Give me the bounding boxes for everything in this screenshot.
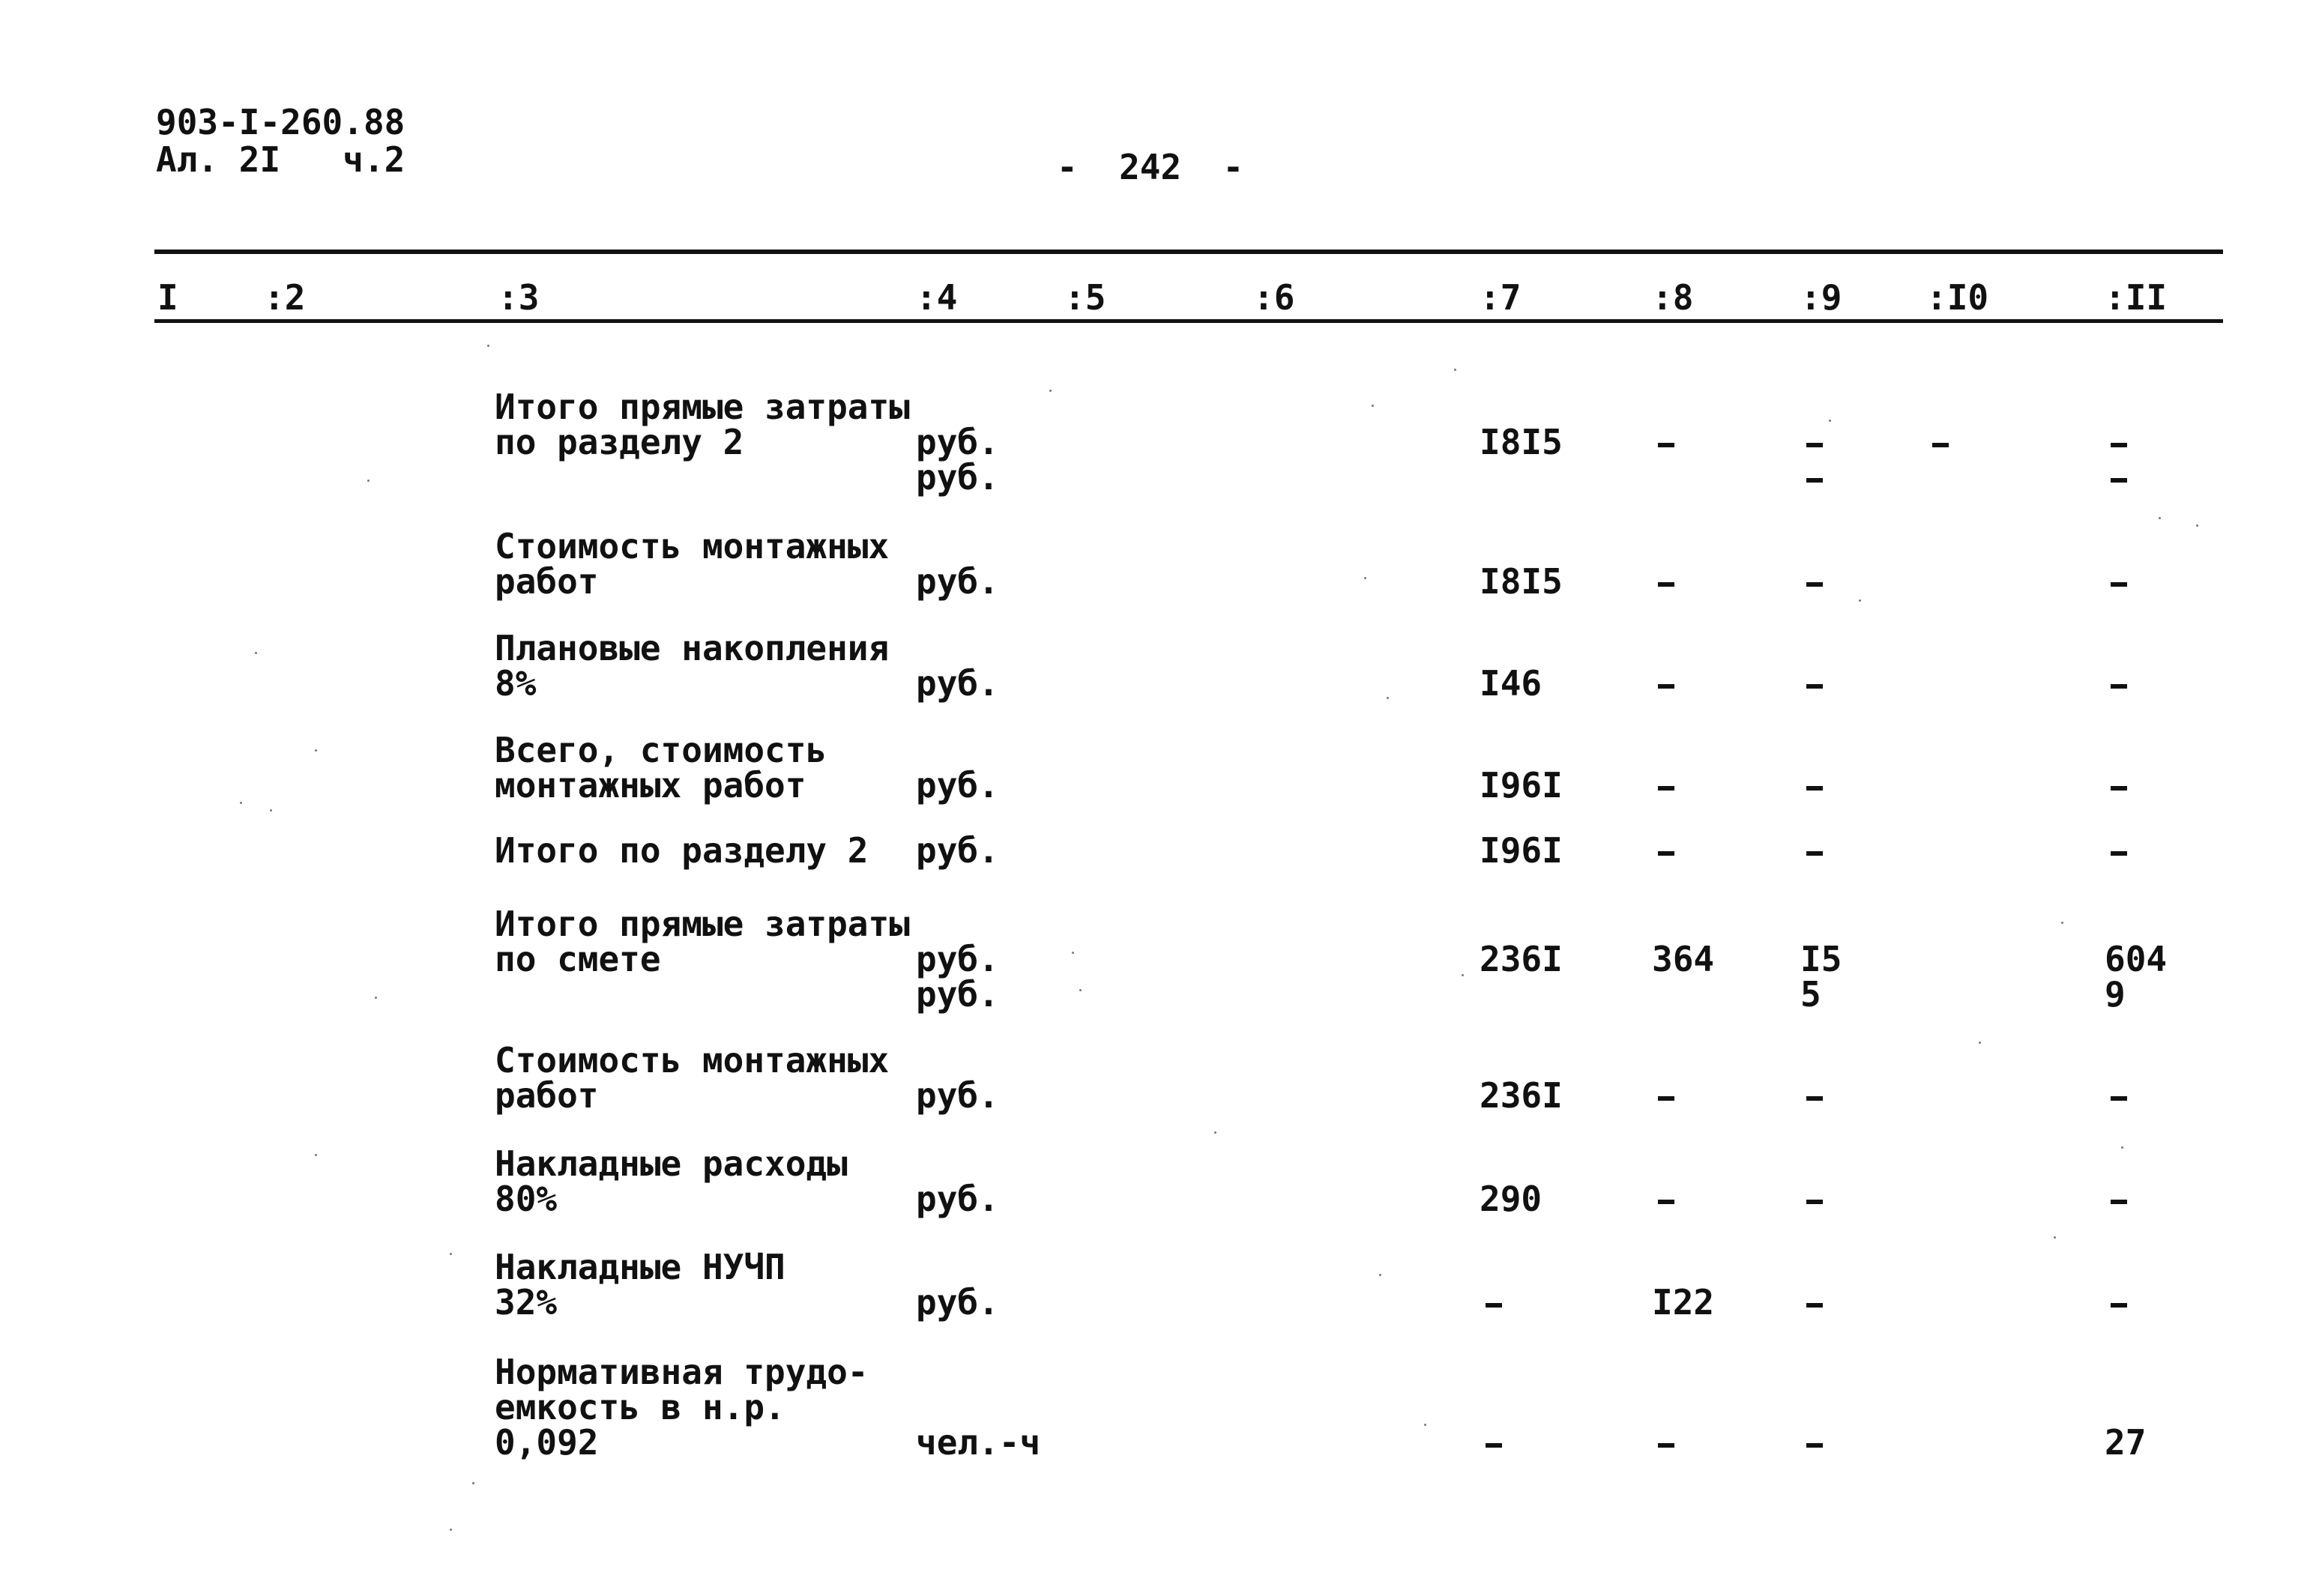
column-11-value (2111, 443, 2127, 447)
scan-speck (375, 997, 377, 999)
unit-cell: руб. (916, 1282, 999, 1323)
unit-cell: руб. (916, 830, 999, 871)
column-header-4: :4 (916, 277, 958, 318)
row-description-line: 8% (495, 663, 537, 704)
column-11-value: 604 (2105, 939, 2168, 979)
column-8-value (1658, 786, 1674, 791)
row-description-line: Стоимость монтажных (495, 1040, 890, 1080)
sheet-reference: Ал. 2I ч.2 (156, 139, 405, 180)
scan-speck (1079, 989, 1082, 991)
row-description-line: работ (495, 561, 599, 602)
column-header-6: :6 (1253, 277, 1295, 318)
column-10-value (1932, 443, 1949, 447)
column-9-value (1806, 478, 1823, 483)
scan-speck (1372, 405, 1374, 407)
column-header-2: :2 (264, 277, 306, 318)
scan-speck (1379, 1274, 1381, 1276)
unit-cell: руб. (916, 422, 999, 462)
document-code: 903-I-260.88 (156, 102, 405, 142)
column-8-value: 364 (1652, 939, 1715, 979)
column-9-value (1806, 1200, 1823, 1204)
scan-speck (1979, 1042, 1981, 1044)
scan-speck (2196, 525, 2198, 527)
row-description-line: Стоимость монтажных (495, 526, 890, 566)
column-9-value (1806, 1303, 1823, 1308)
scan-speck (1387, 697, 1389, 699)
scan-speck (1829, 420, 1831, 422)
row-description-line: по смете (495, 939, 661, 979)
table-header-rule (154, 319, 2223, 323)
column-11-value (2111, 851, 2127, 856)
row-description-line: Нормативная трудо- (495, 1352, 869, 1392)
document-code-block (156, 103, 405, 178)
column-header-7: :7 (1480, 277, 1522, 318)
column-7-value (1486, 1303, 1502, 1308)
column-11-value (2111, 684, 2127, 689)
column-header-11: :II (2105, 277, 2168, 318)
scan-speck (450, 1529, 452, 1531)
row-description-line: работ (495, 1075, 599, 1116)
column-7-value: I8I5 (1480, 561, 1563, 602)
scan-speck (367, 480, 370, 482)
column-11-value: 27 (2105, 1422, 2147, 1463)
column-8-value: I22 (1652, 1282, 1715, 1323)
column-11-value: 9 (2105, 974, 2126, 1015)
scan-speck (1072, 952, 1074, 954)
row-description-line: Плановые накопления (495, 628, 890, 668)
scan-speck (315, 749, 317, 752)
column-7-value: I96I (1480, 765, 1563, 805)
unit-cell: руб. (916, 1075, 999, 1116)
row-description-line: по разделу 2 (495, 422, 744, 462)
scan-speck (1364, 577, 1366, 579)
column-7-value (1486, 1443, 1502, 1448)
row-description-line: Накладные НУЧП (495, 1247, 785, 1287)
scan-speck (1454, 369, 1456, 371)
unit-cell: руб. (916, 765, 999, 805)
column-8-value (1658, 582, 1674, 587)
unit-cell: чел.-ч (916, 1422, 1041, 1463)
column-11-value (2111, 786, 2127, 791)
unit-cell: руб. (916, 663, 999, 704)
scan-speck (450, 1253, 452, 1255)
scan-speck (487, 345, 489, 347)
column-8-value (1658, 1096, 1674, 1101)
column-header-1: I (157, 277, 178, 318)
column-9-value: I5 (1800, 939, 1842, 979)
scan-speck (2054, 1236, 2056, 1239)
scan-speck (255, 652, 257, 654)
column-7-value: I96I (1480, 830, 1563, 871)
column-9-value: 5 (1800, 974, 1821, 1015)
scan-speck (2121, 1146, 2123, 1149)
column-9-value (1806, 851, 1823, 856)
column-11-value (2111, 1200, 2127, 1204)
unit-cell: руб. (916, 561, 999, 602)
scan-speck (472, 1482, 474, 1484)
row-description-line: Итого прямые затраты (495, 387, 910, 427)
column-8-value (1658, 684, 1674, 689)
column-7-value: 236I (1480, 1075, 1563, 1116)
scan-speck (1462, 974, 1464, 976)
row-description-line: монтажных работ (495, 765, 806, 805)
unit-cell: руб. (916, 1179, 999, 1219)
row-description-line: Итого прямые затраты (495, 904, 910, 944)
row-description-line: Всего, стоимость (495, 730, 827, 770)
column-9-value (1806, 684, 1823, 689)
column-8-value (1658, 851, 1674, 856)
column-9-value (1806, 1443, 1823, 1448)
scan-speck (2159, 517, 2161, 519)
column-11-value (2111, 1303, 2127, 1308)
page-number: - 242 - (1057, 147, 1244, 187)
column-header-10: :I0 (1926, 277, 1989, 318)
scan-speck (1424, 1424, 1426, 1426)
column-header-9: :9 (1800, 277, 1842, 318)
scan-speck (1049, 390, 1052, 392)
column-11-value (2111, 1096, 2127, 1101)
scan-speck (315, 1154, 317, 1156)
column-8-value (1658, 1200, 1674, 1204)
column-8-value (1658, 1443, 1674, 1448)
scan-speck (1214, 1131, 1216, 1134)
unit-cell: руб. (916, 974, 999, 1015)
row-description-line: Итого по разделу 2 (495, 830, 869, 871)
column-7-value: 290 (1480, 1179, 1542, 1219)
scan-speck (240, 802, 242, 804)
column-header-3: :3 (498, 277, 540, 318)
row-description-line: 0,092 (495, 1422, 599, 1463)
row-description-line: емкость в н.р. (495, 1387, 785, 1427)
scan-speck (270, 809, 272, 811)
column-11-value (2111, 582, 2127, 587)
scan-speck (2061, 922, 2063, 924)
column-header-8: :8 (1652, 277, 1694, 318)
column-9-value (1806, 786, 1823, 791)
table-top-rule (154, 250, 2223, 254)
column-7-value: I8I5 (1480, 422, 1563, 462)
column-7-value: I46 (1480, 663, 1542, 704)
row-description-line: 32% (495, 1282, 558, 1323)
column-9-value (1806, 443, 1823, 447)
row-description-line: 80% (495, 1179, 558, 1219)
column-9-value (1806, 1096, 1823, 1101)
column-9-value (1806, 582, 1823, 587)
column-header-5: :5 (1064, 277, 1106, 318)
column-8-value (1658, 443, 1674, 447)
unit-cell: руб. (916, 457, 999, 498)
column-7-value: 236I (1480, 939, 1563, 979)
scan-speck (1859, 599, 1861, 602)
unit-cell: руб. (916, 939, 999, 979)
column-11-value (2111, 478, 2127, 483)
row-description-line: Накладные расходы (495, 1143, 848, 1184)
